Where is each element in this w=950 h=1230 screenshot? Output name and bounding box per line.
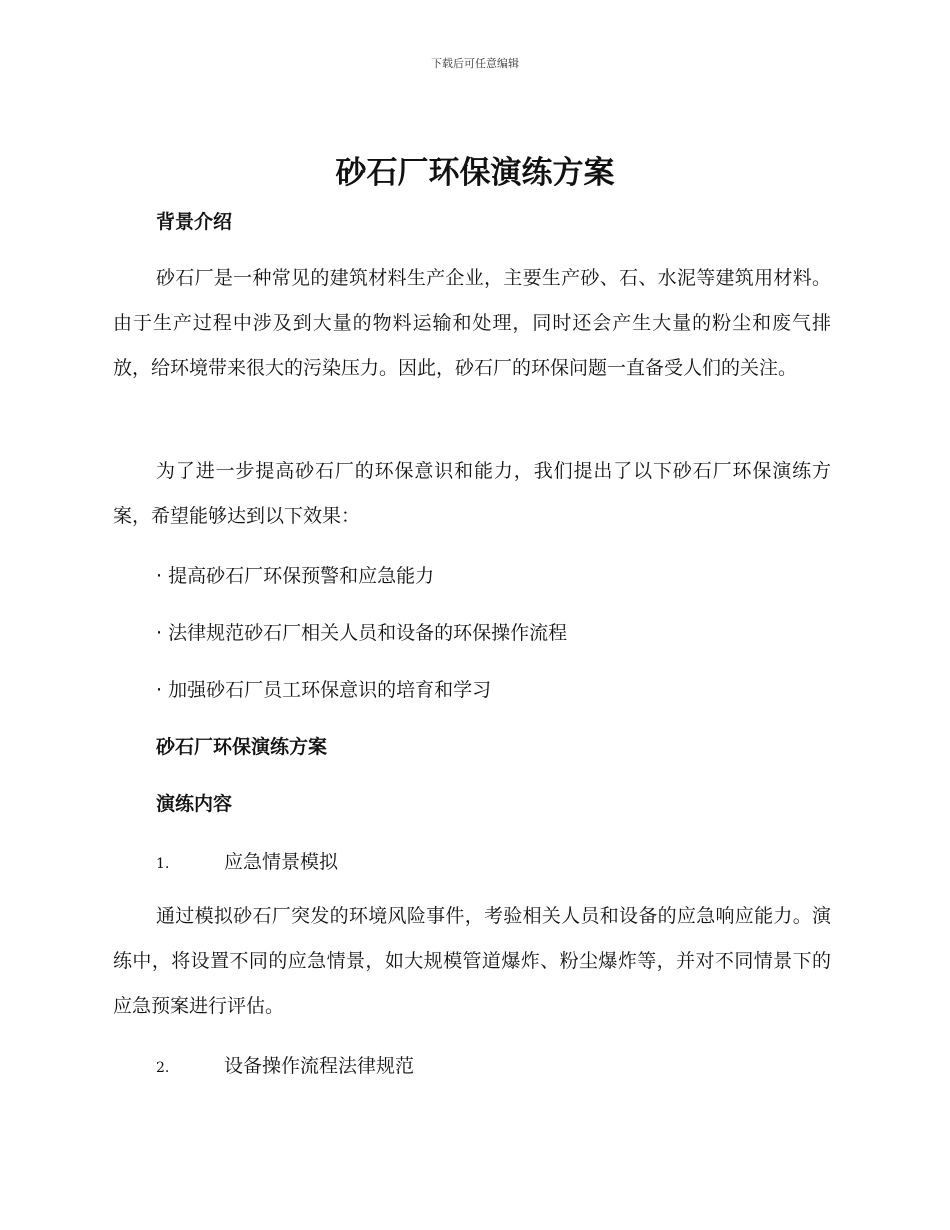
goal-item-2: · 法律规范砂石厂相关人员和设备的环保操作流程 bbox=[156, 622, 568, 644]
paragraph-item-1: 通过模拟砂石厂突发的环境风险事件，考验相关人员和设备的应急响应能力。演练中，将设置不同的应急情景，如大规模管道爆炸、粉尘爆炸等，并对不同情景下的应急预案进行评估。 bbox=[113, 905, 831, 1017]
item-number: 1. bbox=[156, 856, 170, 872]
document-title: 砂石厂环保演练方案 bbox=[335, 155, 615, 191]
header-note: 下载后可任意编辑 bbox=[431, 57, 519, 70]
section-heading-background: 背景介绍 bbox=[156, 211, 233, 233]
item-label: 设备操作流程法律规范 bbox=[224, 1055, 415, 1077]
section-heading-plan: 砂石厂环保演练方案 bbox=[156, 736, 328, 758]
item-number: 2. bbox=[156, 1060, 170, 1076]
numbered-item-2 bbox=[156, 1051, 414, 1078]
goal-item-1: · 提高砂石厂环保预警和应急能力 bbox=[156, 565, 435, 587]
numbered-item-1 bbox=[156, 847, 338, 874]
section-heading-content: 演练内容 bbox=[156, 793, 233, 815]
paragraph-background-2: 为了进一步提高砂石厂的环保意识和能力，我们提出了以下砂石厂环保演练方案，希望能够达到以下效果： bbox=[113, 460, 831, 527]
goal-item-3: · 加强砂石厂员工环保意识的培育和学习 bbox=[156, 679, 492, 701]
item-label: 应急情景模拟 bbox=[224, 851, 339, 873]
paragraph-background-1: 砂石厂是一种常见的建筑材料生产企业，主要生产砂、石、水泥等建筑用材料。由于生产过程中涉及到大量的物料运输和处理，同时还会产生大量的粉尘和废气排放，给环境带来很大的污染压力。因此，砂石厂的环保问题一直备受人们的关注。 bbox=[113, 267, 831, 379]
